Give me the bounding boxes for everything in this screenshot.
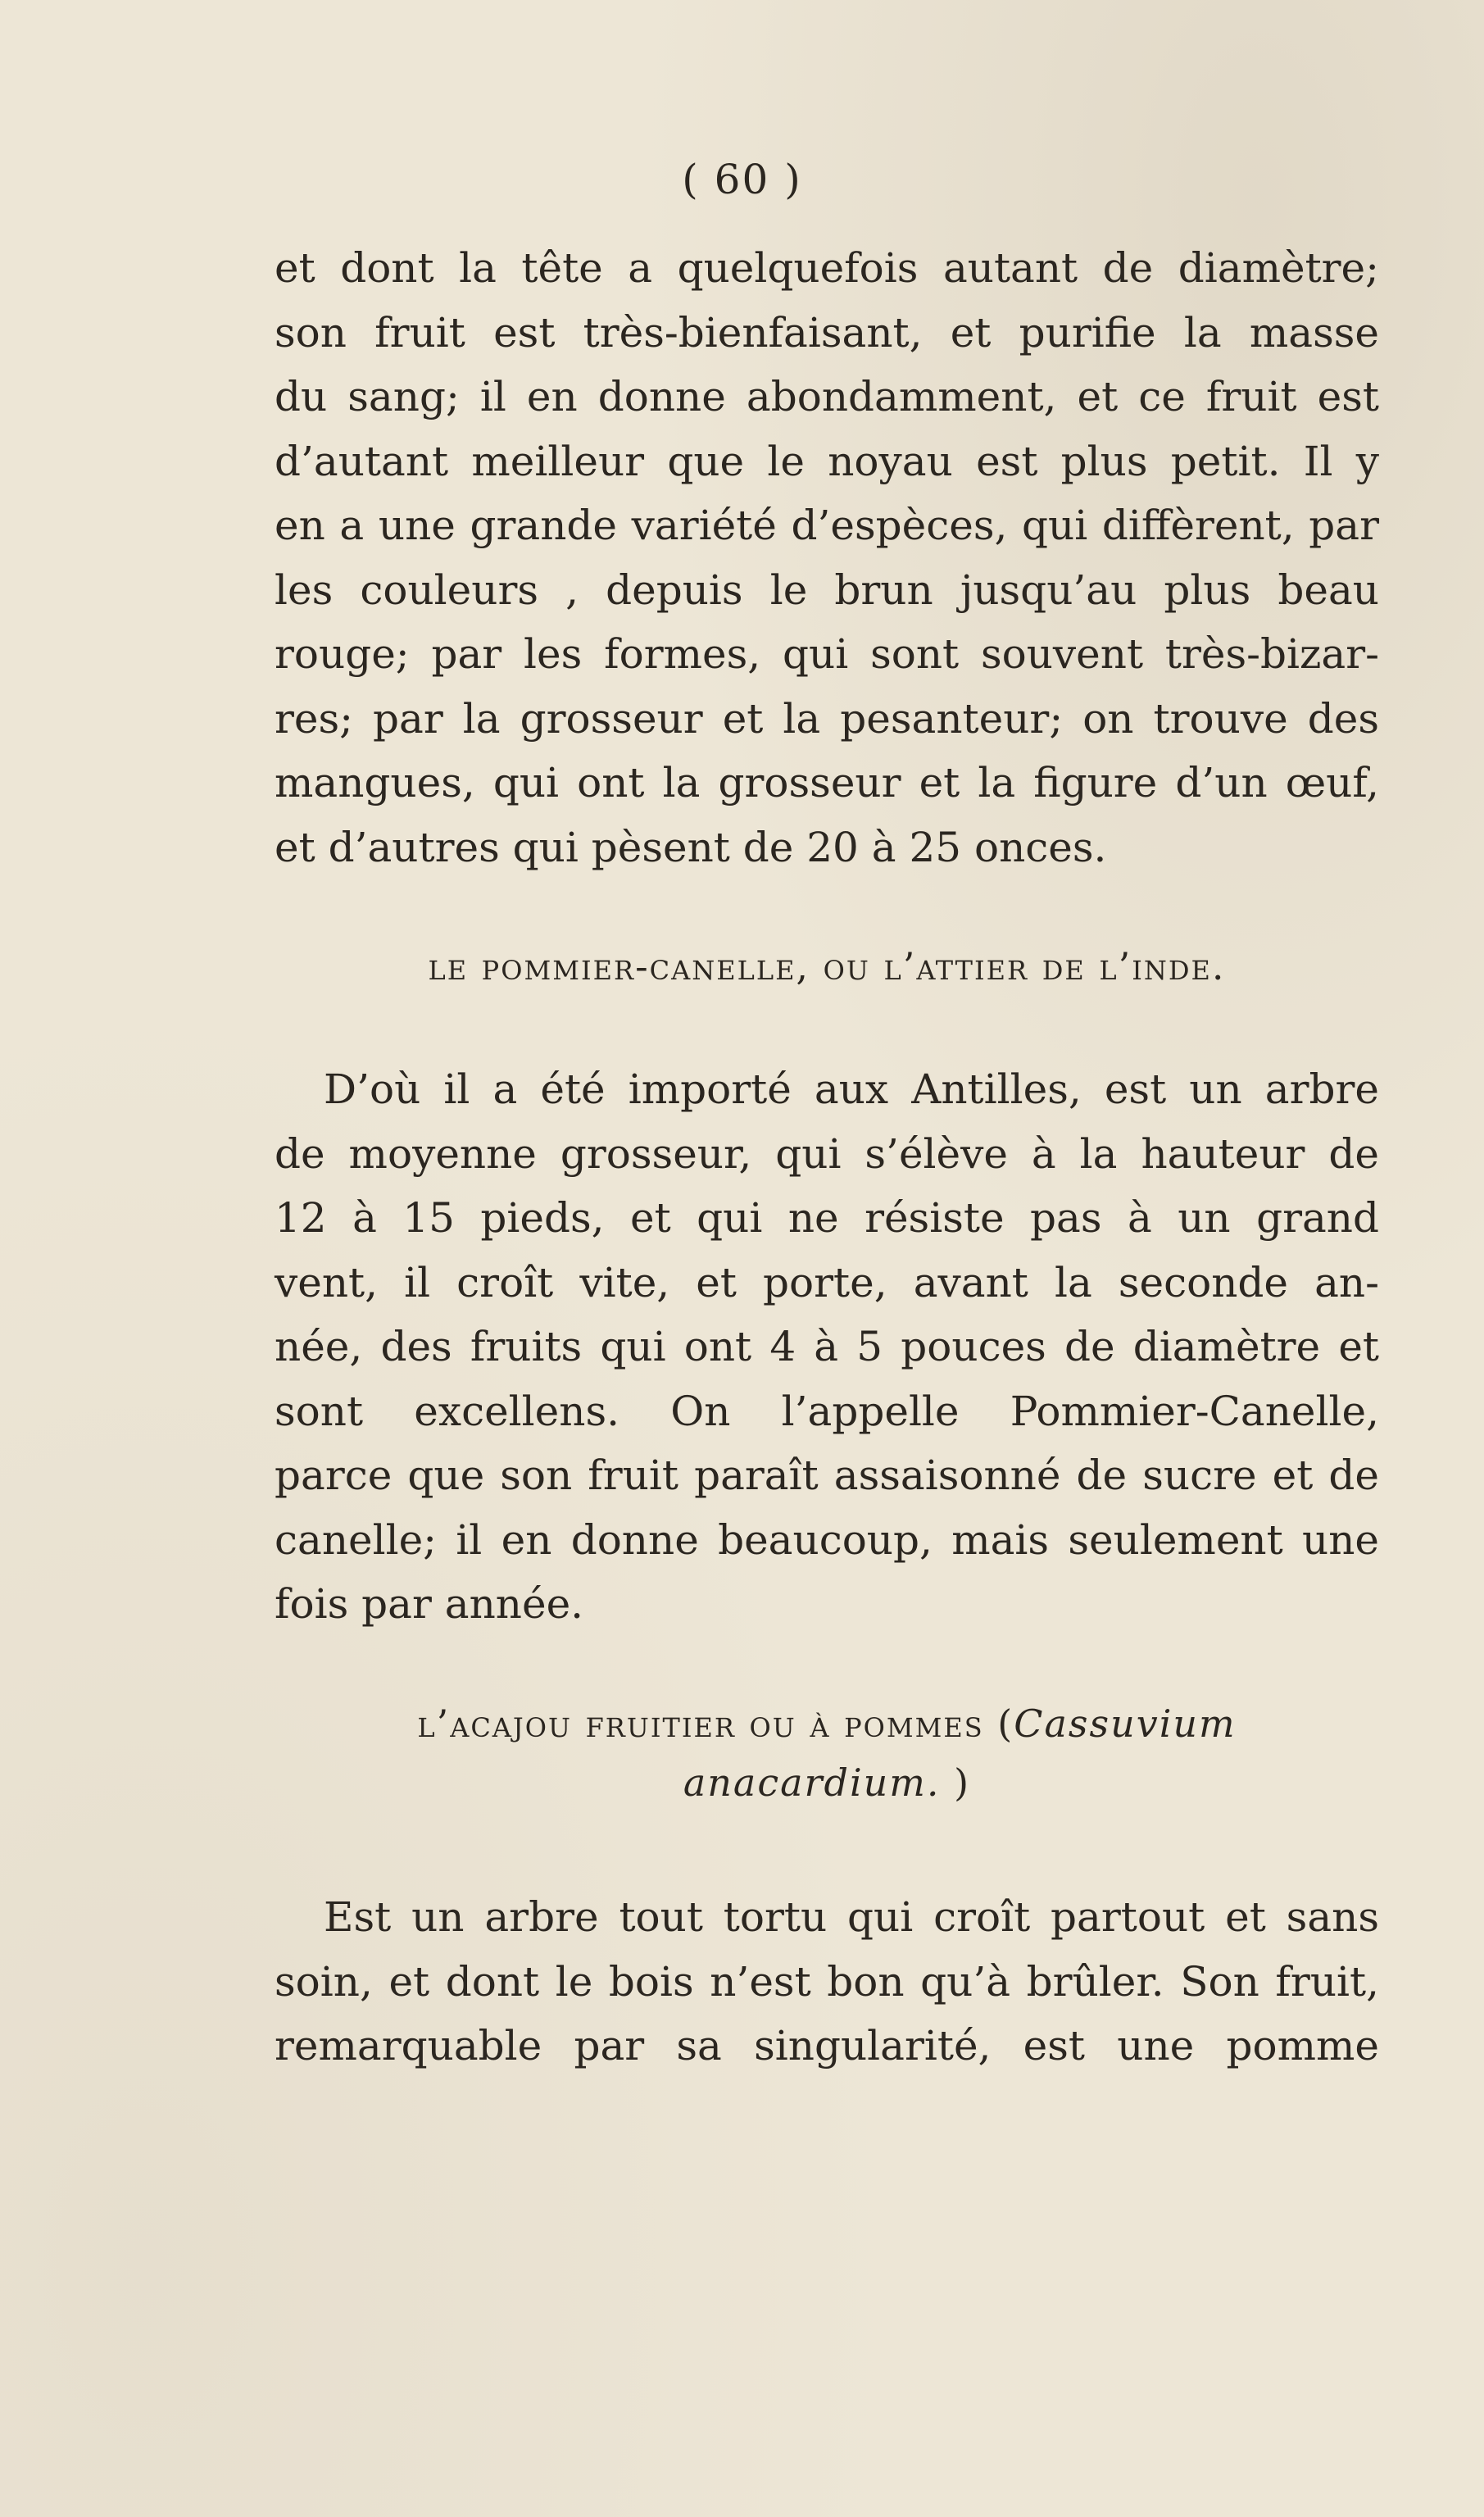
text-line: son fruit est très-bienfaisant, et purifie la masse: [275, 308, 1379, 357]
paragraph-mango-continued: [275, 236, 1379, 879]
paragraph-acajou: [275, 1885, 1379, 2079]
heading-line: [275, 1753, 1379, 1812]
paragraph-pommier-canelle: [275, 1057, 1379, 1637]
text-line: née, des fruits qui ont 4 à 5 pouces de diamètre et: [275, 1323, 1379, 1370]
text-line: sont excellens. On l’appelle Pommier-Canelle,: [275, 1387, 1379, 1435]
heading-latin-name: anacardium.: [683, 1761, 941, 1805]
text-line: 12 à 15 pieds, et qui ne résiste pas à un grand: [275, 1194, 1379, 1242]
heading-text: l’acajou fruitier ou à pommes (: [417, 1701, 1014, 1746]
text-line: de moyenne grosseur, qui s’élève à la hauteur de: [275, 1129, 1379, 1178]
text-line: rouge; par les formes, qui sont souvent très-bizar-: [275, 630, 1379, 678]
page-number: ( 60 ): [682, 156, 802, 203]
text-line: D’où il a été importé aux Antilles, est un arbre: [324, 1065, 1379, 1113]
section-heading-pommier-canelle: le pommier-canelle, ou l’attier de l’inde.: [428, 944, 1226, 988]
text-line: et dont la tête a quelquefois autant de diamètre;: [275, 244, 1379, 292]
section-heading-acajou: [275, 1694, 1379, 1812]
heading-line: [275, 1694, 1379, 1753]
text-line: parce que son fruit paraît assaisonné de sucre et de: [275, 1452, 1379, 1499]
text-line: canelle; il en donne beaucoup, mais seulement une: [275, 1515, 1379, 1564]
text-line: d’autant meilleur que le noyau est plus petit. Il y: [275, 437, 1379, 485]
text-line: soin, et dont le bois n’est bon qu’à brûler. Son fruit,: [275, 1957, 1379, 2006]
text-line: mangues, qui ont la grosseur et la figure d’un œuf,: [275, 759, 1379, 806]
text-line: les couleurs , depuis le brun jusqu’au plus beau: [275, 566, 1379, 614]
heading-text: ): [940, 1761, 971, 1805]
text-line: du sang; il en donne abondamment, et ce fruit est: [275, 373, 1379, 420]
text-line: res; par la grosseur et la pesanteur; on trouve des: [275, 694, 1379, 743]
heading-latin-name: Cassuvium: [1014, 1701, 1237, 1746]
text-line: et d’autres qui pèsent de 20 à 25 onces.: [275, 823, 1107, 871]
text-line: en a une grande variété d’espèces, qui diffèrent, par: [275, 502, 1379, 549]
text-line: remarquable par sa singularité, est une pomme: [275, 2022, 1379, 2069]
text-line: fois par année.: [275, 1580, 584, 1628]
text-line: Est un arbre tout tortu qui croît partout et sans: [324, 1893, 1379, 1941]
text-line: vent, il croît vite, et porte, avant la seconde an-: [275, 1258, 1379, 1306]
